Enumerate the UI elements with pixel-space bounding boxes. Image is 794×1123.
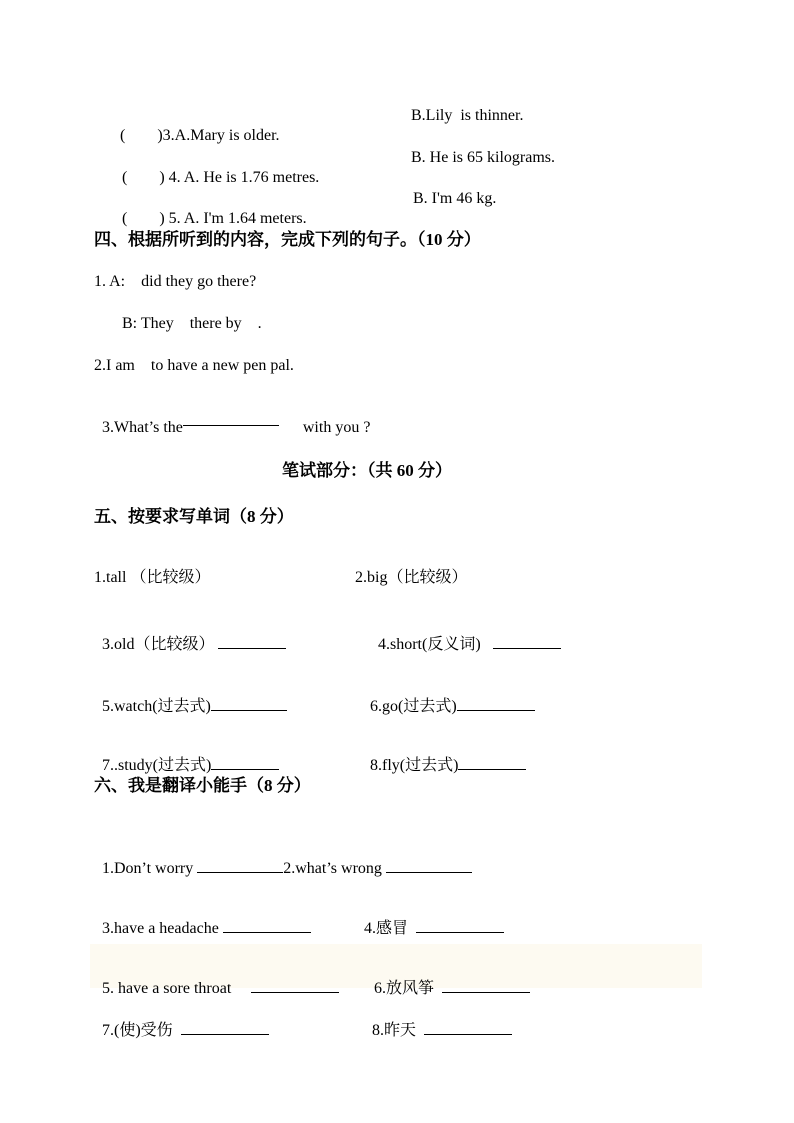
answer-blank[interactable] — [442, 978, 530, 993]
question-5-option-b: B. I'm 46 kg. — [413, 190, 497, 207]
translate-item-5 — [94, 958, 339, 999]
word-item-8 — [362, 735, 526, 776]
translate-item-4 — [356, 898, 504, 939]
question-4 — [114, 148, 319, 188]
translate-item-label: 1.Don’t worry — [102, 860, 194, 877]
translate-item-label: 4.感冒 — [364, 920, 409, 937]
word-item-label: 6.go(过去式) — [370, 698, 457, 715]
word-item-3 — [94, 614, 286, 655]
option-a: 4. A. He is 1.76 metres. — [164, 169, 320, 186]
translate-item-1-2 — [94, 838, 472, 879]
question-3 — [112, 106, 280, 146]
written-part-title: 笔试部分：（共 60 分） — [282, 461, 452, 480]
answer-blank[interactable] — [424, 1020, 512, 1035]
translate-item-3 — [94, 898, 311, 939]
translate-item-label: 2.what’s wrong — [283, 860, 382, 877]
section-5-heading: 五、按要求写单词（8 分） — [94, 507, 294, 526]
word-item-5 — [94, 676, 287, 717]
section-4-heading: 四、根据所听到的内容，完成下列的句子。（10 分） — [94, 230, 481, 249]
word-item-2: 2.big（比较级） — [355, 569, 468, 586]
translate-item-7 — [94, 1000, 269, 1041]
q3-text-start: 3.What’s the — [102, 419, 183, 436]
translate-item-8 — [364, 1000, 512, 1041]
option-a: 3.A.Mary is older. — [162, 127, 280, 144]
answer-blank[interactable] — [183, 411, 279, 426]
translate-item-label: 7.(使)受伤 — [102, 1022, 173, 1039]
answer-blank[interactable] — [251, 978, 339, 993]
translate-item-label: 8.昨天 — [372, 1022, 417, 1039]
translate-item-label: 6.放风筝 — [374, 980, 435, 997]
answer-paren: ( ) — [120, 127, 163, 144]
question-4-option-b: B. He is 65 kilograms. — [411, 149, 555, 166]
question-3-option-b: B.Lily is thinner. — [411, 107, 524, 124]
word-item-label: 8.fly(过去式) — [370, 757, 459, 774]
word-item-6 — [362, 676, 535, 717]
word-item-4 — [370, 614, 561, 655]
section-4-q2: 2.I am to have a new pen pal. — [94, 357, 294, 374]
translate-item-label: 5. have a sore throat — [102, 980, 232, 997]
option-a: 5. A. I'm 1.64 meters. — [164, 210, 307, 227]
answer-blank[interactable] — [457, 696, 535, 711]
translate-item-label: 3.have a headache — [102, 920, 219, 937]
answer-blank[interactable] — [181, 1020, 269, 1035]
answer-blank[interactable] — [416, 918, 504, 933]
question-5 — [114, 189, 307, 229]
answer-blank[interactable] — [386, 858, 472, 873]
answer-blank[interactable] — [223, 918, 311, 933]
word-item-label: 5.watch(过去式) — [102, 698, 211, 715]
word-item-7 — [94, 735, 279, 776]
word-item-label: 7..study(过去式) — [102, 757, 212, 774]
q3-text-end: with you ? — [302, 419, 371, 436]
answer-blank[interactable] — [458, 755, 526, 770]
word-item-1: 1.tall （比较级） — [94, 569, 211, 586]
answer-blank[interactable] — [218, 634, 286, 649]
answer-blank[interactable] — [211, 755, 279, 770]
section-4-q3 — [94, 397, 370, 438]
word-item-label: 3.old（比较级） — [102, 636, 215, 653]
section-6-heading: 六、我是翻译小能手（8 分） — [94, 776, 311, 795]
answer-paren: ( ) — [122, 210, 165, 227]
word-item-label: 4.short(反义词) — [378, 636, 481, 653]
answer-blank[interactable] — [493, 634, 561, 649]
answer-paren: ( ) — [122, 169, 165, 186]
section-4-q1-a: 1. A: did they go there? — [94, 273, 257, 290]
answer-blank[interactable] — [211, 696, 287, 711]
answer-blank[interactable] — [197, 858, 283, 873]
translate-item-6 — [366, 958, 530, 999]
section-4-q1-b: B: They there by . — [122, 315, 262, 332]
